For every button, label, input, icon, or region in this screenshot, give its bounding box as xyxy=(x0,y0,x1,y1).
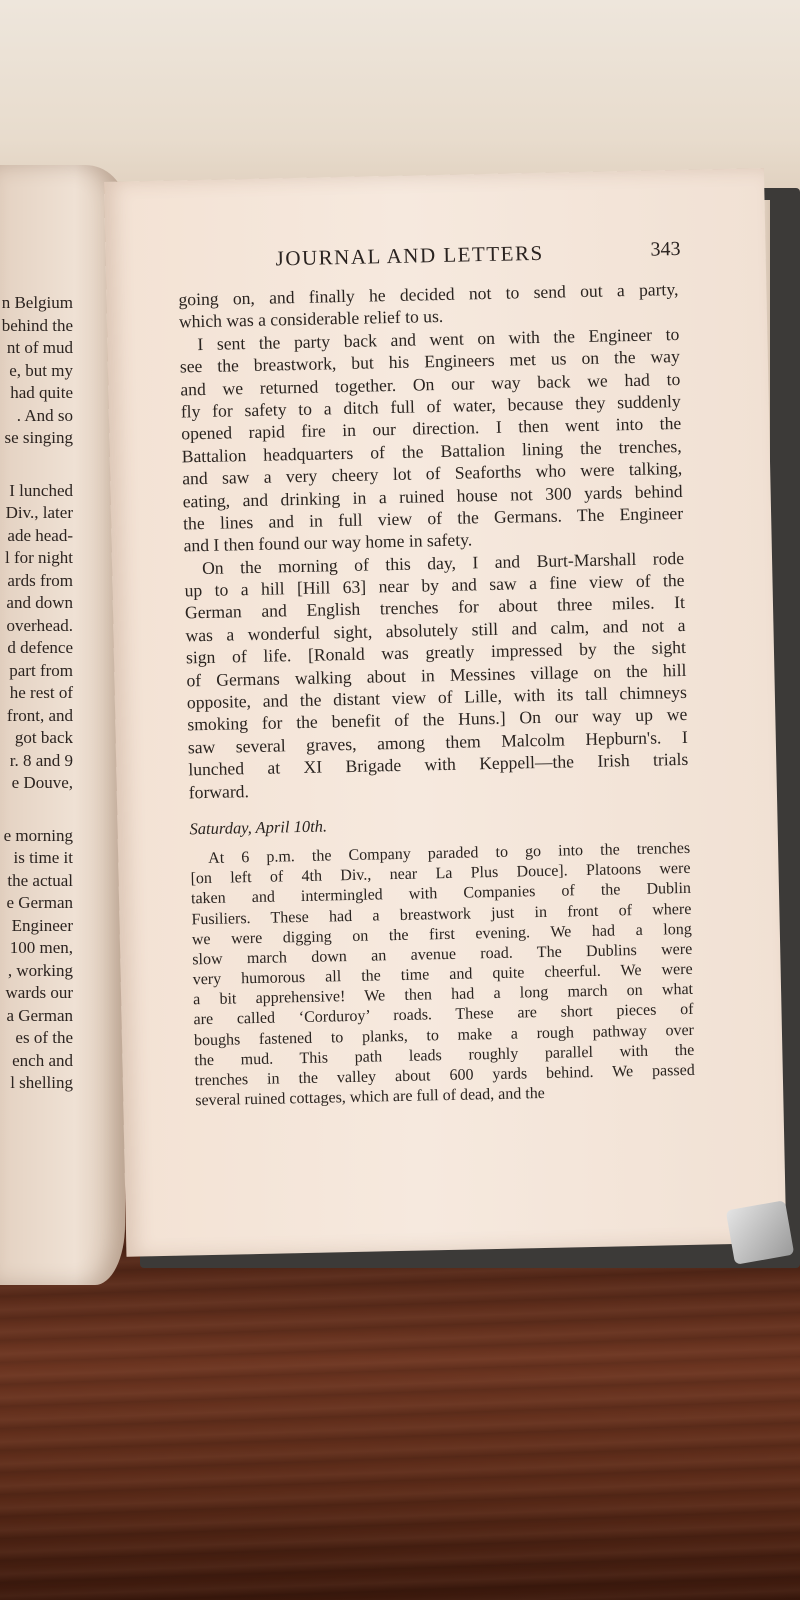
left-page-line: . And so xyxy=(16,405,73,425)
text-line: Battalion headquarters of the Battalion lining the trenches, xyxy=(181,435,682,467)
text-line: of Germans walking about in Messines village on the hill xyxy=(186,659,687,691)
left-page-line: front, and xyxy=(6,705,73,725)
text-line: fly for safety to a ditch full of water, because they suddenly xyxy=(180,390,681,422)
text-line: I sent the party back and went on with the Engineer to xyxy=(197,323,680,354)
text-line: lunched at XI Brigade with Keppell—the Irish trials xyxy=(188,749,689,780)
text-line: was a wonderful sight, absolutely still and calm, and not a xyxy=(185,614,686,646)
text-line: the lines and in full view of the Germans. The Engineer xyxy=(182,502,684,534)
text-line: going on, and finally he decided not to send out a party, xyxy=(178,278,679,310)
left-page-line: nt of mud xyxy=(6,338,73,357)
text-line: up to a hill [Hill 63] near by and saw a fine view of the xyxy=(184,570,685,601)
page-clip xyxy=(726,1200,795,1265)
text-line: sign of life. [Ronald was greatly impressed by the sight xyxy=(185,637,687,668)
left-page-line: behind the xyxy=(1,315,73,335)
left-page-line: overhead. xyxy=(6,615,73,635)
left-page-line: Div., later xyxy=(5,503,73,522)
text-line: forward. xyxy=(188,780,250,802)
left-page-line: Engineer xyxy=(11,915,73,935)
page-number: 343 xyxy=(650,237,681,261)
text-line: boughs fastened to planks, to make a rough pathway over xyxy=(193,1021,695,1049)
left-page-line: e morning xyxy=(3,825,73,845)
left-page-line: n Belgium xyxy=(1,293,73,312)
wooden-table xyxy=(0,1230,800,1600)
text-line: trenches in the valley about 600 yards behind. We passed xyxy=(194,1061,695,1090)
text-line: taken and intermingled with Companies of the Dublin xyxy=(190,880,692,908)
text-line: smoking for the benefit of the Huns.] On our way up we xyxy=(187,704,688,735)
left-page-line: , working xyxy=(7,960,73,980)
left-page-line: he rest of xyxy=(9,683,73,702)
left-page-line: ench and xyxy=(12,1050,73,1070)
text-line: very humorous all the time and quite cheerful. We were xyxy=(192,960,693,989)
text-line: German and English trenches for about three miles. It xyxy=(184,592,686,623)
left-page-line: l shelling xyxy=(10,1073,73,1092)
left-page-line: e, but my xyxy=(9,360,73,380)
left-page-line: 100 men, xyxy=(9,938,73,957)
text-line: a bit apprehensive! We then had a long march on what xyxy=(192,981,694,1009)
running-head: JOURNAL AND LETTERS xyxy=(275,240,544,271)
left-page-line: e Douve, xyxy=(11,773,73,792)
text-line: At 6 p.m. the Company paraded to go into the trenches xyxy=(208,839,691,867)
text-line: are called ‘Corduroy’ roads. These are short pieces of xyxy=(193,1001,694,1029)
text-line: saw several graves, among them Malcolm Hepburn's. I xyxy=(187,726,688,758)
left-page-line: had quite xyxy=(10,383,73,402)
date-heading: Saturday, April 10th. xyxy=(189,816,328,839)
left-page-line: l for night xyxy=(5,548,73,567)
text-line: which was a considerable relief to us. xyxy=(178,306,444,332)
text-line: several ruined cottages, which are full of dead, and the xyxy=(195,1085,546,1110)
left-page-line: I lunched xyxy=(9,480,73,500)
text-line: On the morning of this day, I and Burt-Marshall rode xyxy=(201,547,685,578)
left-page-line: the actual xyxy=(7,870,73,890)
text-line: eating, and drinking in a ruined house not 300 yards behind xyxy=(182,480,683,511)
text-line: and I then found our way home in safety. xyxy=(183,529,473,556)
left-page-line: es of the xyxy=(15,1028,73,1047)
text-line: we were digging on the first evening. We had a long xyxy=(191,920,692,949)
left-page-line: r. 8 and 9 xyxy=(9,750,73,770)
paragraph xyxy=(184,547,689,804)
left-page-line: ards from xyxy=(7,570,73,590)
text-line: slow march down an avenue road. The Dublins were xyxy=(192,940,693,969)
text-line: and saw a very cheery lot of Seaforths who were talking, xyxy=(182,458,683,489)
text-line: the mud. This path leads roughly parallel with the xyxy=(194,1041,695,1070)
left-page-line: ade head- xyxy=(7,525,73,545)
body-text xyxy=(178,278,695,1112)
text-line: [on left of 4th Div., near La Plus Douce]. Platoons were xyxy=(190,860,691,888)
left-page-line: a German xyxy=(6,1005,73,1025)
left-page-line: got back xyxy=(14,728,73,747)
paragraph xyxy=(179,323,684,557)
left-page-line: wards our xyxy=(5,983,73,1002)
left-page-line: and down xyxy=(6,593,73,612)
text-line: Fusiliers. These had a breastwork just in front of where xyxy=(191,900,692,928)
left-page-line: d defence xyxy=(7,638,73,657)
text-line: see the breastwork, but his Engineers met us on the way xyxy=(179,346,680,377)
text-line: opposite, and the distant view of Lille, with its tall chimneys xyxy=(186,681,688,713)
text-line: and we returned together. On our way back we had to xyxy=(180,368,681,400)
left-page-line: se singing xyxy=(4,428,73,447)
left-page-line: is time it xyxy=(13,848,73,867)
text-line: opened rapid fire in our direction. I then went into the xyxy=(181,413,682,444)
paragraph xyxy=(190,839,695,1112)
left-page-line: part from xyxy=(9,660,73,680)
right-page xyxy=(104,168,786,1257)
left-page-line: e German xyxy=(6,893,73,912)
